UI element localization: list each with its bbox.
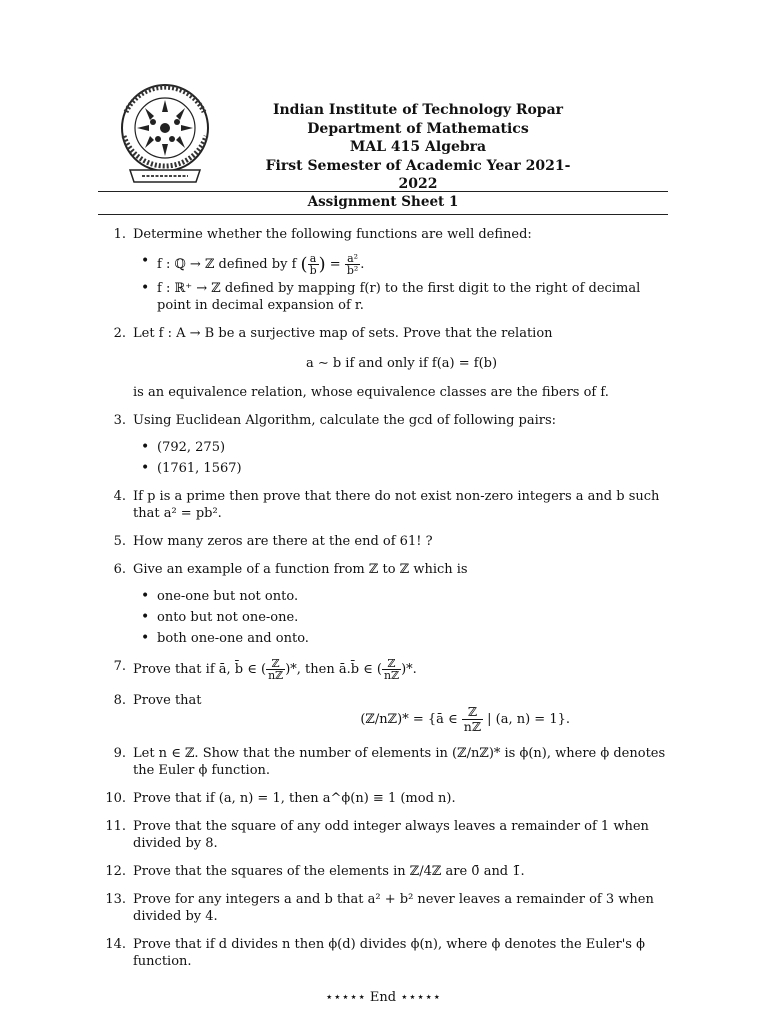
- equation-left: (ℤ/nℤ)* = {ā ∈: [360, 712, 458, 727]
- question-number: 8.: [113, 693, 126, 708]
- question-4: [98, 488, 670, 522]
- question-text: Prove that the squares of the elements in ℤ/4ℤ are 0̄ and 1̄.: [133, 864, 525, 879]
- top-divider: [98, 191, 668, 192]
- question-text: Prove that the square of any odd integer always leaves a remainder of 1 when divided by 8.: [133, 819, 649, 851]
- sub-list: [139, 588, 670, 647]
- question-12: [98, 863, 670, 880]
- department-name: Department of Mathematics: [307, 120, 529, 137]
- question-1: [98, 226, 670, 314]
- question-text: )*, then ā.b̄ ∈ (: [285, 662, 382, 677]
- question-9: [98, 745, 670, 779]
- question-list: [98, 226, 670, 981]
- question-number: 7.: [113, 659, 126, 674]
- question-number: 12.: [105, 864, 126, 879]
- question-number: 10.: [105, 791, 126, 806]
- display-equation: a ∼ b if and only if f(a) = f(b): [305, 356, 498, 371]
- question-number: 13.: [105, 892, 126, 907]
- institute-name: Indian Institute of Technology Ropar: [272, 102, 564, 118]
- numerator: ℤ: [462, 705, 483, 720]
- denominator: b: [309, 264, 317, 277]
- paren-open: (: [300, 254, 308, 275]
- question-text: Prove that if (a, n) = 1, then a^ϕ(n) ≡ 1 (mod n).: [133, 791, 456, 806]
- sub-list: [139, 439, 670, 477]
- numerator: a²: [345, 253, 360, 265]
- question-text: Give an example of a function from ℤ to ℤ which is: [133, 562, 468, 577]
- semester: First Semester of Academic Year 2021-2022: [265, 157, 571, 192]
- question-text: Determine whether the following functions are well defined:: [133, 227, 532, 242]
- question-11: [98, 818, 670, 852]
- fraction: [345, 253, 360, 276]
- question-text: Prove that: [133, 693, 202, 708]
- question-continuation: is an equivalence relation, whose equivalence classes are the fibers of f.: [133, 385, 609, 400]
- list-item: • one-one but not onto.: [139, 588, 670, 605]
- list-item: • (792, 275): [139, 439, 670, 456]
- question-7: [98, 658, 670, 681]
- question-number: 6.: [113, 562, 126, 577]
- question-3: [98, 412, 670, 477]
- question-text: Prove that if d divides n then ϕ(d) divides ϕ(n), where ϕ denotes the Euler's ϕ function.: [133, 937, 645, 969]
- institute-logo: [118, 84, 212, 188]
- equals-sign: =: [329, 257, 341, 272]
- list-item: • onto but not one-one.: [139, 609, 670, 626]
- question-number: 1.: [113, 227, 126, 242]
- formula-text: f : ℚ → ℤ defined by f: [157, 257, 297, 272]
- question-text: How many zeros are there at the end of 61! ?: [133, 534, 433, 549]
- denominator: nℤ: [383, 669, 400, 682]
- equation-right: | (a, n) = 1}.: [487, 712, 570, 727]
- fraction: [308, 253, 319, 276]
- sub-list: [139, 253, 670, 314]
- question-number: 11.: [105, 819, 126, 834]
- end-marker: ⋆⋆⋆⋆⋆ End ⋆⋆⋆⋆⋆: [325, 990, 441, 1005]
- question-text: Prove that if ā, b̄ ∈ (: [133, 662, 267, 677]
- question-5: [98, 533, 670, 550]
- fraction: [266, 658, 285, 681]
- question-2: [98, 325, 670, 401]
- question-text: Using Euclidean Algorithm, calculate the gcd of following pairs:: [133, 413, 557, 428]
- question-14: [98, 936, 670, 970]
- numerator: ℤ: [266, 658, 285, 670]
- period: .: [360, 257, 365, 272]
- question-number: 14.: [105, 937, 126, 952]
- denominator: nℤ: [463, 719, 481, 734]
- sheet-title: Assignment Sheet 1: [307, 194, 459, 210]
- question-text: If p is a prime then prove that there do not exist non-zero integers a and b such that a² = pb².: [133, 489, 660, 521]
- question-number: 5.: [113, 534, 126, 549]
- denominator: nℤ: [268, 669, 284, 682]
- list-item: • (1761, 1567): [139, 460, 670, 477]
- question-number: 9.: [113, 746, 126, 761]
- denominator: b²: [346, 264, 359, 277]
- question-text: Let f : A → B be a surjective map of sets. Prove that the relation: [133, 326, 553, 341]
- question-number: 3.: [113, 413, 126, 428]
- list-item: [139, 253, 670, 276]
- question-13: [98, 891, 670, 925]
- fraction: [462, 705, 483, 734]
- list-item: • both one-one and onto.: [139, 630, 670, 647]
- numerator: a: [308, 253, 319, 265]
- question-number: 4.: [113, 489, 126, 504]
- course-name: MAL 415 Algebra: [349, 139, 487, 155]
- paren-close: ): [318, 254, 326, 275]
- display-equation: [133, 705, 670, 734]
- question-text: Prove for any integers a and b that a² + b² never leaves a remainder of 3 when divided by 4.: [133, 892, 654, 924]
- question-text: )*.: [401, 662, 417, 677]
- fraction: [382, 658, 401, 681]
- numerator: ℤ: [382, 658, 401, 670]
- title-divider: [98, 214, 668, 215]
- document-header: [250, 101, 586, 194]
- question-text: Let n ∈ ℤ. Show that the number of elements in (ℤ/nℤ)* is ϕ(n), where ϕ denotes the Euler ϕ function.: [133, 746, 666, 778]
- question-6: [98, 561, 670, 647]
- question-10: [98, 790, 670, 807]
- question-number: 2.: [113, 326, 126, 341]
- question-8: [98, 692, 670, 734]
- list-item: • f : ℝ⁺ → ℤ defined by mapping f(r) to the first digit to the right of decimal point in decimal expansion of r.: [139, 280, 670, 314]
